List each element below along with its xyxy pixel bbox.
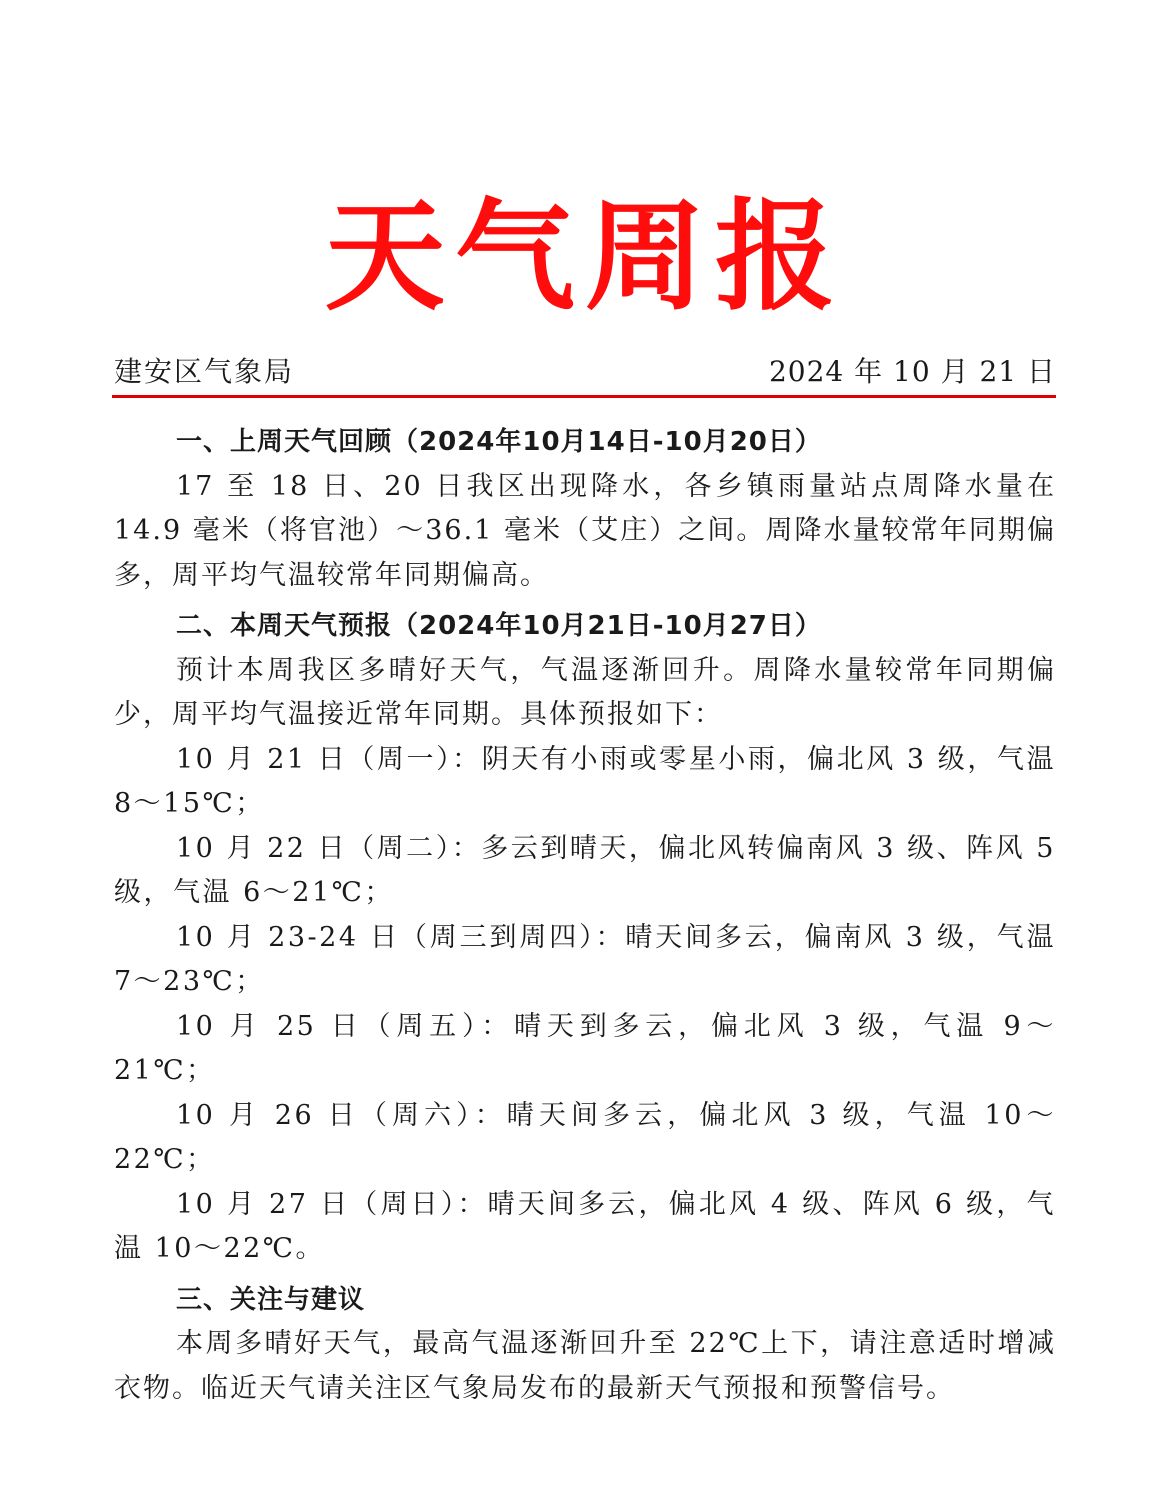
forecast-day-27: 10 月 27 日（周日）：晴天间多云，偏北风 4 级、阵风 6 级，气温 10～22℃。 bbox=[114, 1188, 1056, 1264]
advice-paragraph: 本周多晴好天气，最高气温逐渐回升至 22℃上下，请注意适时增减衣物。临近天气请关注区气象局发布的最新天气预报和预警信号。 bbox=[114, 1328, 1056, 1404]
issue-date: 2024 年 10 月 21 日 bbox=[768, 355, 1056, 388]
section-heading-advice: 三、关注与建议 bbox=[176, 1284, 366, 1315]
section-heading-review: 一、上周天气回顾（2024年10月14日-10月20日） bbox=[176, 427, 822, 457]
forecast-day-23-24: 10 月 23-24 日（周三到周四）：晴天间多云，偏南风 3 级，气温 7～23℃； bbox=[114, 921, 1056, 997]
issuer-row bbox=[114, 352, 1056, 392]
masthead-title: 天气周报 bbox=[325, 188, 845, 327]
report-body bbox=[114, 420, 1056, 1411]
forecast-day-22: 10 月 22 日（周二）：多云到晴天，偏北风转偏南风 3 级、阵风 5 级，气温 6～21℃； bbox=[114, 832, 1056, 908]
section-heading-forecast: 二、本周天气预报（2024年10月21日-10月27日） bbox=[176, 611, 822, 641]
forecast-day-21: 10 月 21 日（周一）：阴天有小雨或零星小雨，偏北风 3 级，气温 8～15℃； bbox=[114, 743, 1056, 819]
review-paragraph: 17 至 18 日、20 日我区出现降水，各乡镇雨量站点周降水量在 14.9 毫米（将官池）～36.1 毫米（艾庄）之间。周降水量较常年同期偏多，周平均气温较常年同期偏高。 bbox=[114, 470, 1056, 591]
issuer-name: 建安区气象局 bbox=[114, 355, 295, 388]
forecast-day-25: 10 月 25 日（周五）：晴天到多云，偏北风 3 级，气温 9～21℃； bbox=[114, 1010, 1056, 1086]
red-divider-rule bbox=[112, 395, 1056, 398]
forecast-intro: 预计本周我区多晴好天气，气温逐渐回升。周降水量较常年同期偏少，周平均气温接近常年同期。具体预报如下： bbox=[114, 654, 1056, 730]
forecast-day-26: 10 月 26 日（周六）：晴天间多云，偏北风 3 级，气温 10～22℃； bbox=[114, 1099, 1056, 1175]
